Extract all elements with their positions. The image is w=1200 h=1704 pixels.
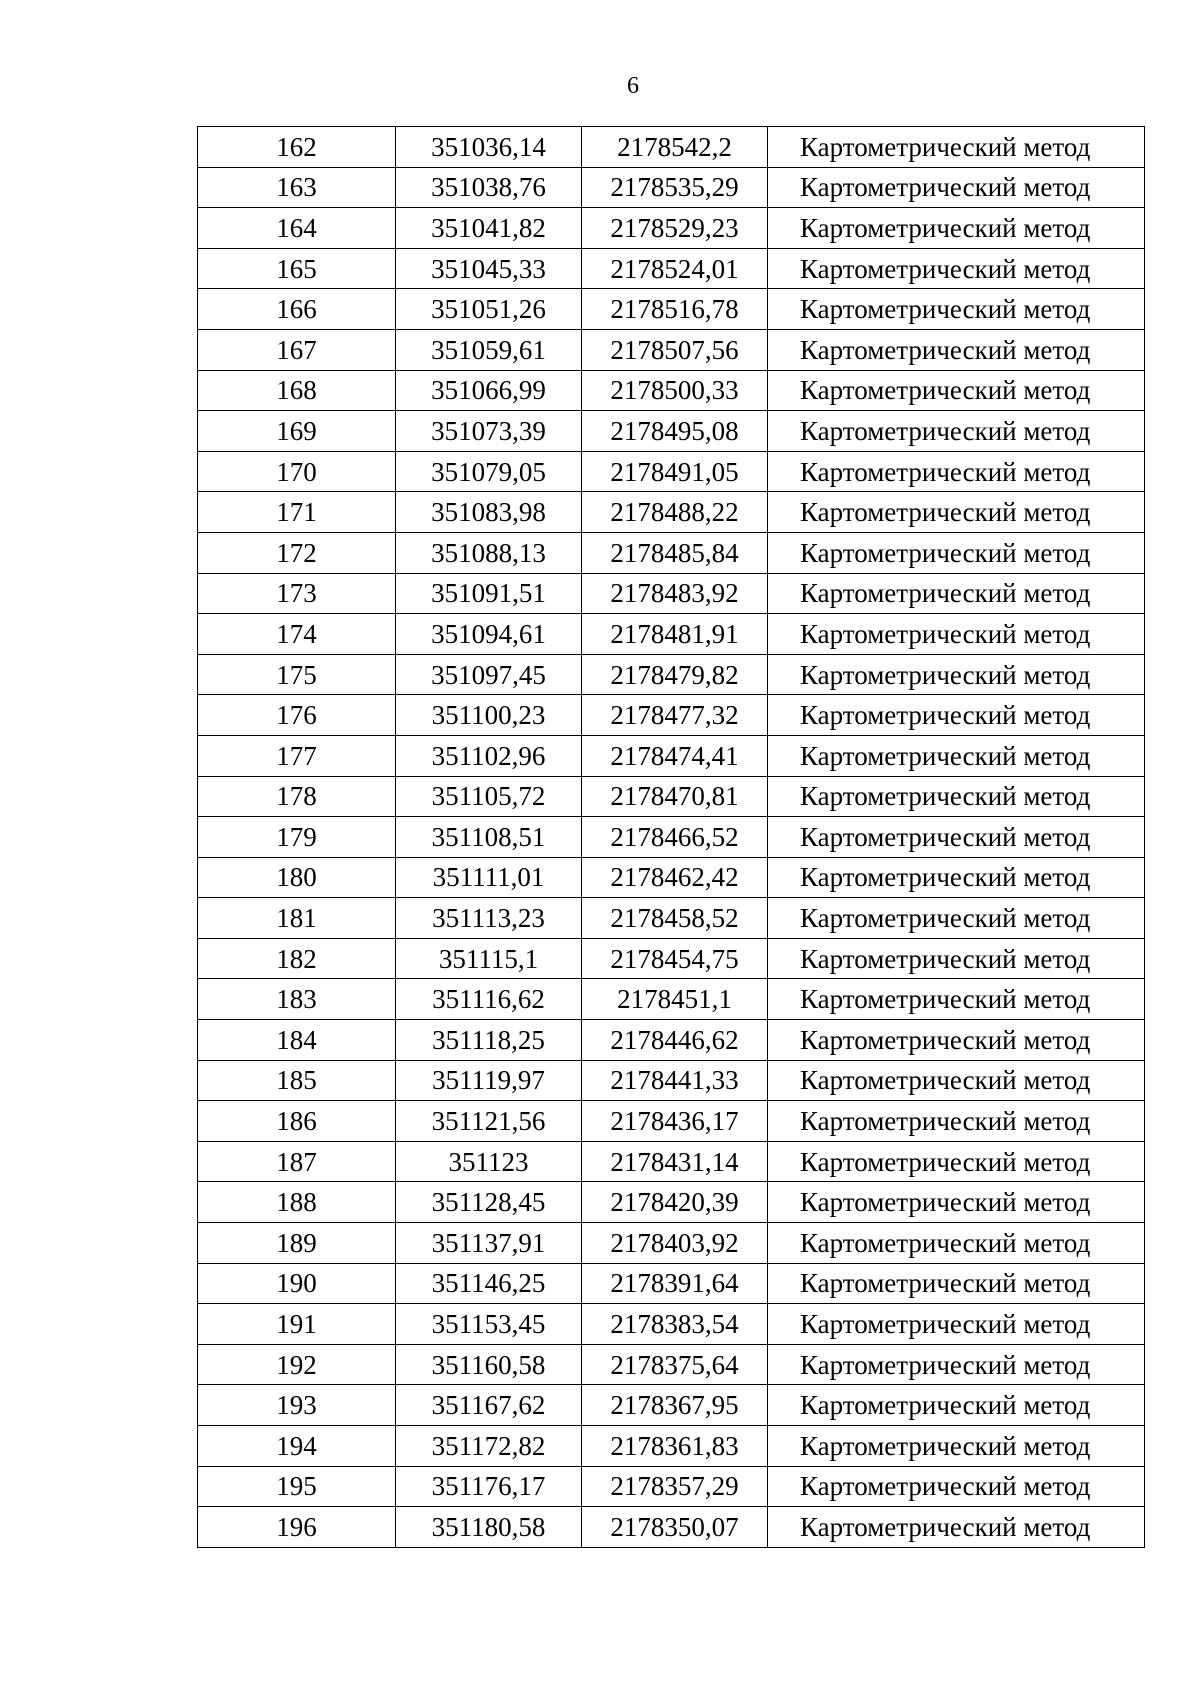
table-row: [198, 898, 1145, 939]
point-number-cell: 189: [198, 1223, 396, 1264]
point-number-cell: 195: [198, 1466, 396, 1507]
method-cell: Картометрический метод: [768, 1101, 1145, 1142]
table-row: [198, 654, 1145, 695]
coordinates-table: [197, 126, 1145, 1548]
point-number-cell: 168: [198, 370, 396, 411]
x-coordinate-cell: 351079,05: [396, 451, 582, 492]
method-cell: Картометрический метод: [768, 492, 1145, 533]
table-row: [198, 370, 1145, 411]
x-coordinate-cell: 351128,45: [396, 1182, 582, 1223]
x-coordinate-cell: 351073,39: [396, 411, 582, 452]
table-row: [198, 411, 1145, 452]
y-coordinate-cell: 2178441,33: [582, 1060, 768, 1101]
method-cell: Картометрический метод: [768, 1263, 1145, 1304]
point-number-cell: 182: [198, 938, 396, 979]
method-cell: Картометрический метод: [768, 167, 1145, 208]
y-coordinate-cell: 2178454,75: [582, 938, 768, 979]
point-number-cell: 190: [198, 1263, 396, 1304]
method-cell: Картометрический метод: [768, 1507, 1145, 1548]
x-coordinate-cell: 351167,62: [396, 1385, 582, 1426]
point-number-cell: 192: [198, 1344, 396, 1385]
x-coordinate-cell: 351036,14: [396, 127, 582, 168]
table-row: [198, 1020, 1145, 1061]
y-coordinate-cell: 2178485,84: [582, 532, 768, 573]
point-number-cell: 179: [198, 817, 396, 858]
x-coordinate-cell: 351059,61: [396, 329, 582, 370]
point-number-cell: 191: [198, 1304, 396, 1345]
y-coordinate-cell: 2178458,52: [582, 898, 768, 939]
table-row: [198, 776, 1145, 817]
table-row: [198, 1223, 1145, 1264]
point-number-cell: 176: [198, 695, 396, 736]
method-cell: Картометрический метод: [768, 1385, 1145, 1426]
table-row: [198, 1060, 1145, 1101]
x-coordinate-cell: 351115,1: [396, 938, 582, 979]
x-coordinate-cell: 351116,62: [396, 979, 582, 1020]
y-coordinate-cell: 2178466,52: [582, 817, 768, 858]
table-row: [198, 451, 1145, 492]
y-coordinate-cell: 2178483,92: [582, 573, 768, 614]
x-coordinate-cell: 351118,25: [396, 1020, 582, 1061]
method-cell: Картометрический метод: [768, 817, 1145, 858]
point-number-cell: 181: [198, 898, 396, 939]
point-number-cell: 188: [198, 1182, 396, 1223]
method-cell: Картометрический метод: [768, 735, 1145, 776]
point-number-cell: 172: [198, 532, 396, 573]
y-coordinate-cell: 2178470,81: [582, 776, 768, 817]
point-number-cell: 175: [198, 654, 396, 695]
x-coordinate-cell: 351146,25: [396, 1263, 582, 1304]
page-number: 6: [627, 73, 639, 99]
y-coordinate-cell: 2178375,64: [582, 1344, 768, 1385]
y-coordinate-cell: 2178507,56: [582, 329, 768, 370]
point-number-cell: 162: [198, 127, 396, 168]
method-cell: Картометрический метод: [768, 370, 1145, 411]
table-body: [198, 127, 1145, 1548]
table-row: [198, 1304, 1145, 1345]
y-coordinate-cell: 2178477,32: [582, 695, 768, 736]
table-row: [198, 573, 1145, 614]
table-row: [198, 1263, 1145, 1304]
y-coordinate-cell: 2178357,29: [582, 1466, 768, 1507]
x-coordinate-cell: 351137,91: [396, 1223, 582, 1264]
x-coordinate-cell: 351038,76: [396, 167, 582, 208]
method-cell: Картометрический метод: [768, 1223, 1145, 1264]
method-cell: Картометрический метод: [768, 695, 1145, 736]
y-coordinate-cell: 2178367,95: [582, 1385, 768, 1426]
table-row: [198, 127, 1145, 168]
x-coordinate-cell: 351088,13: [396, 532, 582, 573]
table-row: [198, 329, 1145, 370]
y-coordinate-cell: 2178350,07: [582, 1507, 768, 1548]
y-coordinate-cell: 2178361,83: [582, 1426, 768, 1467]
table-row: [198, 735, 1145, 776]
method-cell: Картометрический метод: [768, 208, 1145, 249]
x-coordinate-cell: 351121,56: [396, 1101, 582, 1142]
table-row: [198, 1101, 1145, 1142]
method-cell: Картометрический метод: [768, 776, 1145, 817]
table-row: [198, 1507, 1145, 1548]
method-cell: Картометрический метод: [768, 1060, 1145, 1101]
table-row: [198, 614, 1145, 655]
x-coordinate-cell: 351176,17: [396, 1466, 582, 1507]
point-number-cell: 178: [198, 776, 396, 817]
x-coordinate-cell: 351100,23: [396, 695, 582, 736]
method-cell: Картометрический метод: [768, 654, 1145, 695]
y-coordinate-cell: 2178420,39: [582, 1182, 768, 1223]
x-coordinate-cell: 351108,51: [396, 817, 582, 858]
y-coordinate-cell: 2178383,54: [582, 1304, 768, 1345]
point-number-cell: 174: [198, 614, 396, 655]
x-coordinate-cell: 351102,96: [396, 735, 582, 776]
x-coordinate-cell: 351160,58: [396, 1344, 582, 1385]
point-number-cell: 196: [198, 1507, 396, 1548]
point-number-cell: 194: [198, 1426, 396, 1467]
method-cell: Картометрический метод: [768, 1426, 1145, 1467]
point-number-cell: 165: [198, 248, 396, 289]
point-number-cell: 171: [198, 492, 396, 533]
x-coordinate-cell: 351083,98: [396, 492, 582, 533]
point-number-cell: 173: [198, 573, 396, 614]
y-coordinate-cell: 2178500,33: [582, 370, 768, 411]
method-cell: Картометрический метод: [768, 1020, 1145, 1061]
table-row: [198, 1466, 1145, 1507]
table-row: [198, 1182, 1145, 1223]
x-coordinate-cell: 351097,45: [396, 654, 582, 695]
method-cell: Картометрический метод: [768, 857, 1145, 898]
table-row: [198, 248, 1145, 289]
method-cell: Картометрический метод: [768, 1304, 1145, 1345]
table-row: [198, 289, 1145, 330]
table-row: [198, 695, 1145, 736]
y-coordinate-cell: 2178481,91: [582, 614, 768, 655]
method-cell: Картометрический метод: [768, 979, 1145, 1020]
method-cell: Картометрический метод: [768, 248, 1145, 289]
y-coordinate-cell: 2178431,14: [582, 1141, 768, 1182]
method-cell: Картометрический метод: [768, 411, 1145, 452]
x-coordinate-cell: 351105,72: [396, 776, 582, 817]
y-coordinate-cell: 2178491,05: [582, 451, 768, 492]
table-row: [198, 492, 1145, 533]
y-coordinate-cell: 2178451,1: [582, 979, 768, 1020]
x-coordinate-cell: 351045,33: [396, 248, 582, 289]
y-coordinate-cell: 2178495,08: [582, 411, 768, 452]
y-coordinate-cell: 2178462,42: [582, 857, 768, 898]
y-coordinate-cell: 2178479,82: [582, 654, 768, 695]
method-cell: Картометрический метод: [768, 532, 1145, 573]
x-coordinate-cell: 351051,26: [396, 289, 582, 330]
x-coordinate-cell: 351153,45: [396, 1304, 582, 1345]
y-coordinate-cell: 2178516,78: [582, 289, 768, 330]
table-row: [198, 532, 1145, 573]
point-number-cell: 169: [198, 411, 396, 452]
point-number-cell: 186: [198, 1101, 396, 1142]
y-coordinate-cell: 2178436,17: [582, 1101, 768, 1142]
point-number-cell: 183: [198, 979, 396, 1020]
method-cell: Картометрический метод: [768, 1182, 1145, 1223]
y-coordinate-cell: 2178524,01: [582, 248, 768, 289]
point-number-cell: 180: [198, 857, 396, 898]
method-cell: Картометрический метод: [768, 127, 1145, 168]
point-number-cell: 187: [198, 1141, 396, 1182]
x-coordinate-cell: 351123: [396, 1141, 582, 1182]
y-coordinate-cell: 2178542,2: [582, 127, 768, 168]
point-number-cell: 170: [198, 451, 396, 492]
table-row: [198, 1385, 1145, 1426]
x-coordinate-cell: 351091,51: [396, 573, 582, 614]
x-coordinate-cell: 351119,97: [396, 1060, 582, 1101]
y-coordinate-cell: 2178403,92: [582, 1223, 768, 1264]
method-cell: Картометрический метод: [768, 451, 1145, 492]
x-coordinate-cell: 351111,01: [396, 857, 582, 898]
point-number-cell: 193: [198, 1385, 396, 1426]
x-coordinate-cell: 351041,82: [396, 208, 582, 249]
x-coordinate-cell: 351066,99: [396, 370, 582, 411]
table-row: [198, 208, 1145, 249]
table-row: [198, 1141, 1145, 1182]
point-number-cell: 177: [198, 735, 396, 776]
table-row: [198, 167, 1145, 208]
point-number-cell: 185: [198, 1060, 396, 1101]
point-number-cell: 167: [198, 329, 396, 370]
table-row: [198, 979, 1145, 1020]
table-row: [198, 1426, 1145, 1467]
method-cell: Картометрический метод: [768, 938, 1145, 979]
point-number-cell: 166: [198, 289, 396, 330]
method-cell: Картометрический метод: [768, 1344, 1145, 1385]
x-coordinate-cell: 351172,82: [396, 1426, 582, 1467]
y-coordinate-cell: 2178446,62: [582, 1020, 768, 1061]
table-row: [198, 857, 1145, 898]
x-coordinate-cell: 351113,23: [396, 898, 582, 939]
method-cell: Картометрический метод: [768, 573, 1145, 614]
y-coordinate-cell: 2178529,23: [582, 208, 768, 249]
y-coordinate-cell: 2178535,29: [582, 167, 768, 208]
y-coordinate-cell: 2178474,41: [582, 735, 768, 776]
point-number-cell: 164: [198, 208, 396, 249]
y-coordinate-cell: 2178391,64: [582, 1263, 768, 1304]
y-coordinate-cell: 2178488,22: [582, 492, 768, 533]
x-coordinate-cell: 351180,58: [396, 1507, 582, 1548]
table-row: [198, 938, 1145, 979]
point-number-cell: 163: [198, 167, 396, 208]
method-cell: Картометрический метод: [768, 1466, 1145, 1507]
table-row: [198, 817, 1145, 858]
method-cell: Картометрический метод: [768, 614, 1145, 655]
method-cell: Картометрический метод: [768, 329, 1145, 370]
method-cell: Картометрический метод: [768, 1141, 1145, 1182]
table-row: [198, 1344, 1145, 1385]
point-number-cell: 184: [198, 1020, 396, 1061]
method-cell: Картометрический метод: [768, 898, 1145, 939]
method-cell: Картометрический метод: [768, 289, 1145, 330]
x-coordinate-cell: 351094,61: [396, 614, 582, 655]
